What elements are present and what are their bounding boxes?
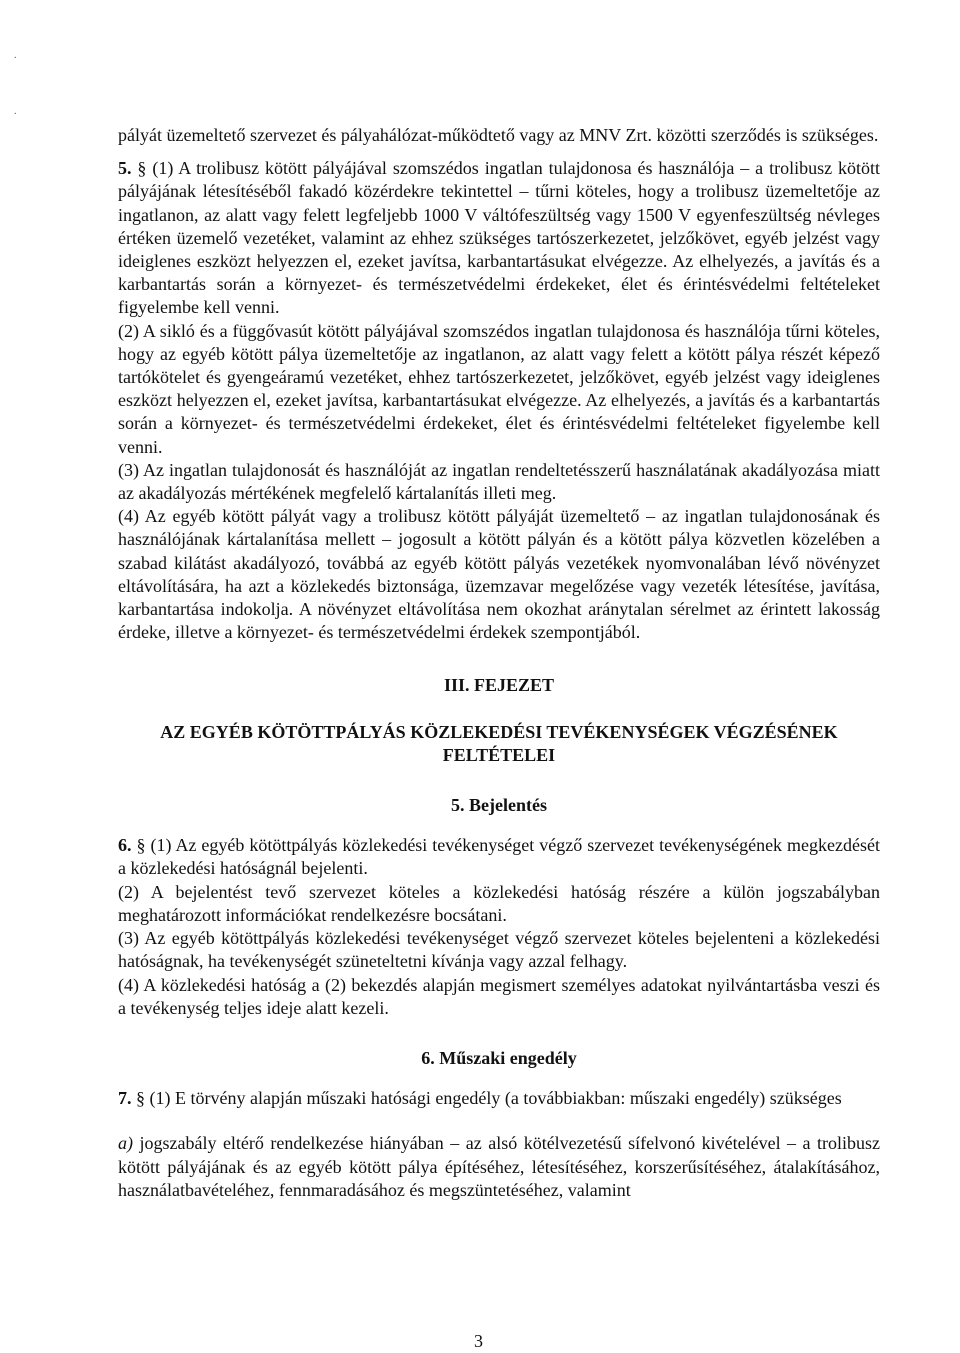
chapter-title: AZ EGYÉB KÖTÖTTPÁLYÁS KÖZLEKEDÉSI TEVÉKENYSÉGEK VÉGZÉSÉNEK FELTÉTELEI bbox=[160, 721, 838, 765]
scan-speck: . bbox=[14, 106, 17, 117]
paragraph-section-6-2: (2) A bejelentést tevő szervezet köteles a közlekedési hatóság részére a külön jogszabályban meghatározott információkat rendelkezésre bocsátani. bbox=[118, 881, 880, 925]
page-number: 3 bbox=[474, 1331, 483, 1351]
document-page bbox=[118, 124, 880, 1202]
paragraph-intro: pályát üzemeltető szervezet és pályahálózat-működtető vagy az MNV Zrt. közötti szerződés is szükséges. bbox=[118, 125, 879, 145]
paragraph-section-5-2: (2) A sikló és a függővasút kötött pályájával szomszédos ingatlan tulajdonosa és használója tűrni köteles, hogy az egyéb kötött pálya üzemeltetője az ingatlanon, az alatt vagy felett a kötött pálya részét képező tartókötelet és gyengeáramú vezetéket, ehhez tartószerkezetet, jelzőkövet, egyéb jelzést vagy ideiglenes eszközt helyezzen el, ezeket javítsa, karbantartásukat elvégezze. Az elhelyezés, a javítás és a karbantartás során a környezet- és természetvédelmi érdekeket, élet és érintésvédelmi feltételeket figyelembe kell venni. bbox=[118, 320, 880, 457]
scan-speck: . bbox=[14, 50, 17, 61]
section-number: 5. bbox=[118, 158, 132, 179]
paragraph-section-7-1 bbox=[118, 1087, 880, 1110]
section-heading-muszaki-engedely: 6. Műszaki engedély bbox=[421, 1047, 577, 1068]
section-number: 7. bbox=[118, 1088, 132, 1109]
section-number: 6. bbox=[118, 835, 132, 856]
paragraph-text: § (1) Az egyéb kötöttpályás közlekedési tevékenységet végző szervezet tevékenységének megkezdését a közlekedési hatóságnál bejelenti. bbox=[118, 835, 880, 879]
paragraph-section-5-3: (3) Az ingatlan tulajdonosát és használóját az ingatlan rendeltetésszerű használatának akadályozása miatt az akadályozás mértékének megfelelő kártalanítás illeti meg. bbox=[118, 459, 880, 504]
chapter-heading: III. FEJEZET bbox=[443, 675, 555, 696]
paragraph-text: § (1) E törvény alapján műszaki hatósági engedély (a továbbiakban: műszaki engedély) szükséges bbox=[131, 1088, 842, 1109]
paragraph-section-6-3: (3) Az egyéb kötöttpályás közlekedési tevékenységet végző szervezet köteles bejelenteni a közlekedési hatóságnak, ha tevékenységét szüneteltetni kívánja vagy azzal felhagy. bbox=[118, 928, 880, 972]
paragraph-section-5-4: (4) Az egyéb kötött pályát vagy a trolibusz kötött pályáját üzemeltető – az ingatlan tulajdonosának és használójának kártalanítása mellett – jogosult a kötött pályán és a kötött pálya közvetlen közelében a szabad kilátást akadályozó, továbbá az egyéb kötött pályás vezetékek nyomvonalában lévő növényzet eltávolítására, ha azt a közlekedés biztonsága, üzemzavar megelőzése vagy vezeték létesítése, javítása, karbantartása indokolja. A növényzet eltávolítása nem okozhat aránytalan sérelmet az érintett lakosság érdeke, illetve a környezet- és természetvédelmi érdekek szempontjából. bbox=[118, 506, 880, 643]
list-item-text: jogszabály eltérő rendelkezése hiányában – az alsó kötélvezetésű sífelvonó kivételével – a trolibusz kötött pályájának és az egyéb kötött pálya építéséhez, létesítéséhez, korszerűsítéséhez, átalakításához, használatbavételéhez, fennmaradásához és megszüntetéséhez, valamint bbox=[118, 1133, 880, 1200]
paragraph-section-6-4: (4) A közlekedési hatóság a (2) bekezdés alapján megismert személyes adatokat nyilvántartásba veszi és a tevékenység teljes ideje alatt kezeli. bbox=[118, 974, 880, 1018]
list-item-a bbox=[118, 1132, 880, 1202]
paragraph-text: § (1) A trolibusz kötött pályájával szomszédos ingatlan tulajdonosa és használója – a trolibusz kötött pályájának létesítéséből fakadó közérdekre tekintettel – tűrni köteles, hogy a trolibusz üzemeltetője az ingatlanon, az alatt vagy felett legfeljebb 1000 V váltófeszültség vagy 1500 V egyenfeszültség névleges értéken üzemelő vezetéket, valamint az ehhez szükséges tartószerkezetet, jelzőkövet, egyéb jelzést vagy ideiglenes eszközt helyezzen el, ezeket javítsa, karbantartásukat elvégezze. Az elhelyezés, a javítás és a karbantartás során a környezet- és természetvédelmi érdekeket, élet és érintésvédelmi feltételeket figyelembe kell venni. bbox=[118, 158, 880, 318]
paragraph-section-6-1 bbox=[118, 834, 880, 880]
paragraph-section-5-1 bbox=[118, 157, 880, 319]
section-heading-bejelentes: 5. Bejelentés bbox=[451, 795, 547, 816]
list-label: a) bbox=[118, 1133, 133, 1154]
